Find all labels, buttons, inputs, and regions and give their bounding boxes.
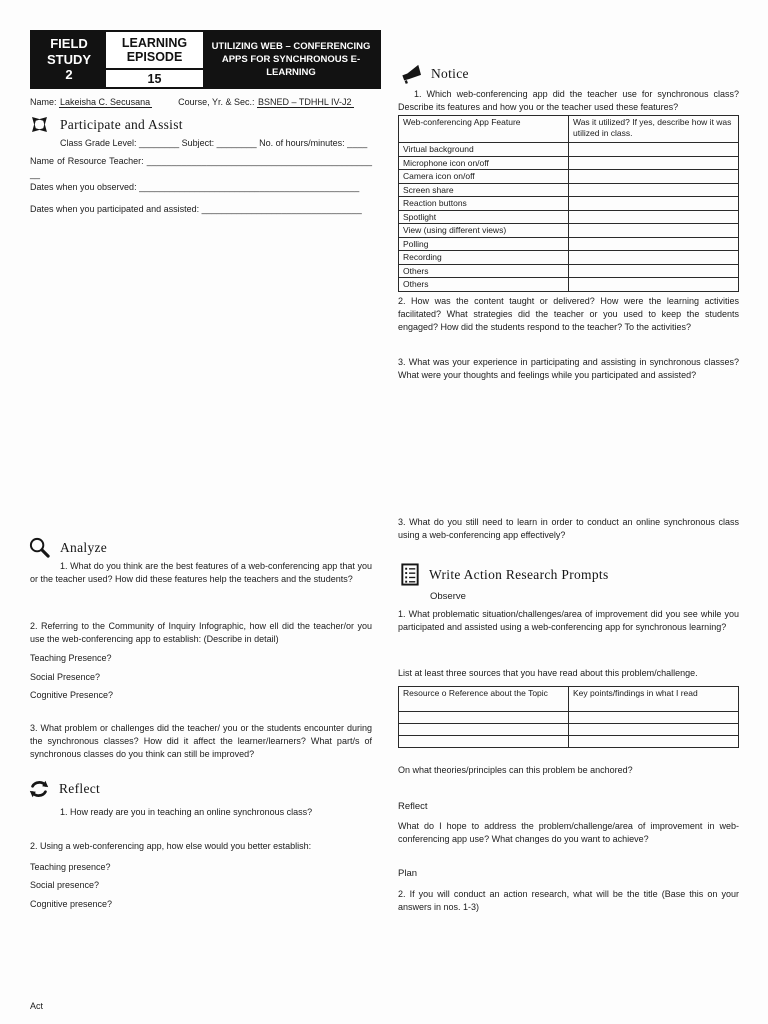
course-label: Course, Yr. & Sec.: bbox=[178, 97, 255, 107]
analyze-question-1: 1. What do you think are the best features of a web-conferencing app that you or the teacher used? How did these features help the teachers and the students? bbox=[30, 561, 372, 584]
notice-heading-label: Notice bbox=[431, 66, 469, 81]
episode-title: UTILIZING WEB – CONFERENCING APPS FOR SYNCHRONOUS E-LEARNING bbox=[203, 32, 379, 87]
reflect-question-1: 1. How ready are you in teaching an online synchronous class? bbox=[60, 807, 313, 817]
observe-question-1: 1. What problematic situation/challenges/area of improvement did you see while you participated and assisted using a web-conferencing app for synchronous learning? bbox=[398, 609, 739, 632]
utilized-column-header: Was it utilized? If yes, describe how it was utilized in class. bbox=[569, 116, 739, 143]
social-presence-prompt: Social Presence? bbox=[30, 672, 101, 682]
reflect-question: What do I hope to address the problem/challenge/area of improvement in web-conferencing app use? What changes do you want to achieve? bbox=[398, 821, 739, 844]
table-row bbox=[399, 736, 739, 748]
table-row: Recording bbox=[399, 251, 739, 265]
analyze-question-2: 2. Referring to the Community of Inquiry Infographic, how ell did the teacher/or you use the web-conferencing app to establish: (Describe in detail) bbox=[30, 621, 372, 644]
field-study-line: FIELD bbox=[50, 36, 88, 52]
header-banner bbox=[30, 30, 381, 89]
table-row: Polling bbox=[399, 237, 739, 251]
table-row: Spotlight bbox=[399, 210, 739, 224]
table-header-row bbox=[399, 687, 739, 712]
answer-cell bbox=[399, 712, 569, 724]
field-study-cell bbox=[32, 32, 106, 87]
notice-question-2: 2. How was the content taught or delivered? How were the learning activities facilitated? What strategies did the teacher or you used to keep the students engaged? How did the students respond to the teacher? To the activities? bbox=[398, 296, 739, 332]
answer-cell bbox=[569, 237, 739, 251]
social-presence-prompt: Social presence? bbox=[30, 880, 100, 890]
answer-cell bbox=[399, 724, 569, 736]
sources-table bbox=[398, 686, 739, 748]
answer-cell bbox=[569, 712, 739, 724]
act-label: Act bbox=[30, 1001, 44, 1011]
answer-cell bbox=[569, 724, 739, 736]
reflect-heading-label: Reflect bbox=[59, 781, 101, 796]
table-row: Reaction buttons bbox=[399, 197, 739, 211]
table-row: Others bbox=[399, 278, 739, 292]
field-study-line: STUDY bbox=[46, 51, 92, 67]
analyze-section-heading bbox=[28, 536, 107, 559]
notice-question-learn: 3. What do you still need to learn in order to conduct an online synchronous class using a web-conferencing app effectively? bbox=[398, 517, 739, 540]
reflect-section-heading bbox=[28, 778, 100, 800]
answer-cell bbox=[569, 156, 739, 170]
table-row bbox=[399, 712, 739, 724]
participate-section-body bbox=[30, 137, 372, 216]
episode-number: 15 bbox=[147, 71, 162, 86]
dates-participated-line: Dates when you participated and assisted: ________________________________ bbox=[30, 204, 362, 214]
cognitive-presence-prompt: Cognitive Presence? bbox=[30, 690, 114, 700]
answer-cell bbox=[569, 278, 739, 292]
dates-observed-line: Dates when you observed: ____________________________________________ bbox=[30, 182, 360, 192]
magnifier-icon bbox=[28, 536, 51, 559]
table-row: Others bbox=[399, 264, 739, 278]
answer-cell bbox=[569, 197, 739, 211]
name-field bbox=[30, 97, 152, 107]
notice-section-heading bbox=[400, 64, 469, 84]
megaphone-icon bbox=[400, 64, 422, 84]
table-header-row bbox=[399, 116, 739, 143]
notice-question-1: 1. Which web-conferencing app did the teacher use for synchronous class? Describe its features and how you or the teacher used these features? bbox=[398, 89, 739, 112]
reflect-question-2: 2. Using a web-conferencing app, how else would you better establish: bbox=[30, 841, 312, 851]
name-label: Name: bbox=[30, 97, 57, 107]
observe-label: Observe bbox=[430, 591, 466, 602]
table-row: View (using different views) bbox=[399, 224, 739, 238]
sources-instruction: List at least three sources that you have read about this problem/challenge. bbox=[398, 668, 698, 678]
answer-cell bbox=[569, 264, 739, 278]
analyze-heading-label: Analyze bbox=[60, 539, 108, 555]
table-row: Screen share bbox=[399, 183, 739, 197]
teaching-presence-prompt: Teaching Presence? bbox=[30, 653, 112, 663]
learning-episode-label: LEARNING EPISODE bbox=[106, 32, 203, 70]
table-row: Virtual background bbox=[399, 143, 739, 157]
cognitive-presence-prompt: Cognitive presence? bbox=[30, 899, 113, 909]
participate-section-heading bbox=[28, 113, 183, 136]
action-research-heading-label: Write Action Research Prompts bbox=[429, 566, 609, 582]
answer-cell bbox=[569, 736, 739, 748]
student-info-row bbox=[30, 97, 381, 107]
resource-column-header: Resource o Reference about the Topic bbox=[399, 687, 569, 712]
table-row: Camera icon on/off bbox=[399, 170, 739, 184]
analyze-question-3: 3. What problem or challenges did the teacher/ you or the students encounter during the synchronous classes? How did it affect the learner/learners? What part/s of synchronous classes do you think can still be improved? bbox=[30, 723, 372, 759]
reflect-label: Reflect bbox=[398, 801, 428, 812]
pinwheel-arrows-icon bbox=[28, 113, 51, 136]
keypoints-column-header: Key points/findings in what I read bbox=[569, 687, 739, 712]
plan-label: Plan bbox=[398, 868, 418, 879]
theories-question: On what theories/principles can this problem be anchored? bbox=[398, 765, 633, 775]
action-research-section-heading bbox=[400, 563, 609, 586]
answer-cell bbox=[399, 736, 569, 748]
teaching-presence-prompt: Teaching presence? bbox=[30, 862, 111, 872]
class-grade-line: Class Grade Level: ________ Subject: ________ No. of hours/minutes: ____ bbox=[60, 138, 368, 148]
feature-column-header: Web-conferencing App Feature bbox=[399, 116, 569, 143]
checklist-icon bbox=[400, 563, 420, 586]
sync-arrows-icon bbox=[28, 778, 50, 800]
name-value: Lakeisha C. Secusana bbox=[60, 97, 151, 107]
participate-heading-label: Participate and Assist bbox=[60, 116, 183, 132]
answer-cell bbox=[569, 170, 739, 184]
learning-episode-cell bbox=[106, 32, 203, 87]
web-conferencing-feature-table bbox=[398, 115, 739, 292]
field-study-number: 2 bbox=[65, 67, 73, 83]
answer-cell bbox=[569, 224, 739, 238]
answer-cell bbox=[569, 251, 739, 265]
answer-cell bbox=[569, 143, 739, 157]
resource-teacher-line: Name of Resource Teacher: _______________________________________________ bbox=[30, 156, 372, 179]
answer-cell bbox=[569, 183, 739, 197]
table-row bbox=[399, 724, 739, 736]
course-field bbox=[178, 97, 353, 107]
course-value: BSNED – TDHHL IV-J2 bbox=[257, 97, 352, 107]
notice-question-3: 3. What was your experience in participating and assisting in synchronous classes? What were your thoughts and feelings while you participated and assisted? bbox=[398, 357, 739, 380]
table-row: Microphone icon on/off bbox=[399, 156, 739, 170]
plan-question: 2. If you will conduct an action research, what will be the title (Base this on your answers in nos. 1-3) bbox=[398, 889, 739, 912]
answer-cell bbox=[569, 210, 739, 224]
